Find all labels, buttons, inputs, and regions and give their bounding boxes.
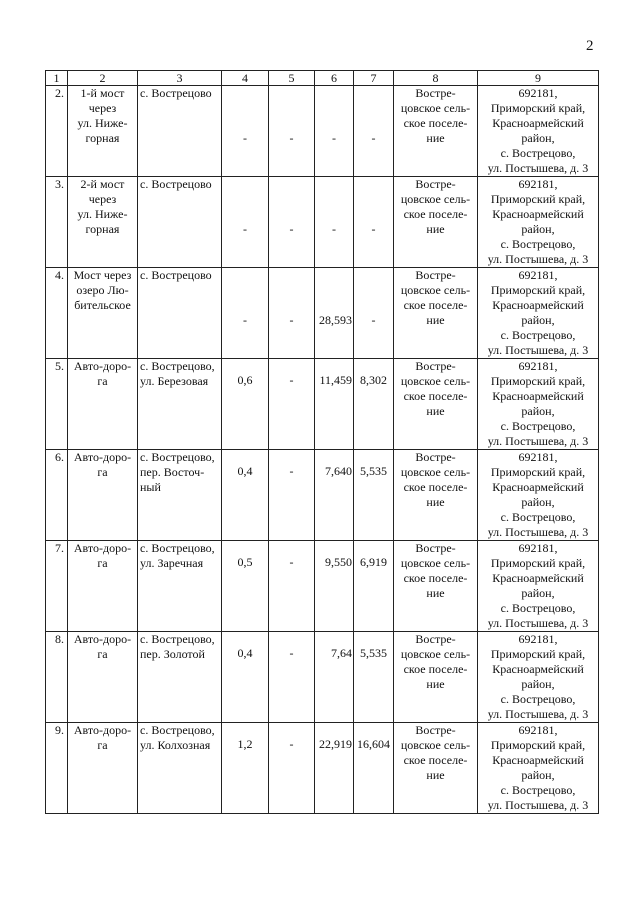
page-number: 2 xyxy=(586,38,594,54)
table-row xyxy=(46,723,599,814)
row-number: 2. xyxy=(55,86,64,100)
header-cell: 9 xyxy=(478,71,599,86)
row-number: 8. xyxy=(55,632,64,646)
owner-address: 692181, Приморский край, Красноармейский район, с. Вострецово, ул. Постышева, д. 3 xyxy=(487,359,589,448)
header-cell: 7 xyxy=(354,71,394,86)
owner-name: Востре- цовское сель- ское поселе- ние xyxy=(400,632,471,691)
header-cell: 4 xyxy=(222,71,269,86)
object-name: Авто-доро- га xyxy=(73,541,132,570)
column-5-value: - xyxy=(289,373,294,387)
owner-name: Востре- цовское сель- ское поселе- ние xyxy=(400,86,471,145)
owner-address: 692181, Приморский край, Красноармейский район, с. Вострецово, ул. Постышева, д. 3 xyxy=(487,450,589,539)
header-row xyxy=(46,71,599,86)
column-6-value: 11,459 xyxy=(319,373,352,387)
row-number: 4. xyxy=(55,268,64,282)
header-cell: 3 xyxy=(138,71,222,86)
column-6-value: 7,640 xyxy=(325,464,352,478)
owner-address: 692181, Приморский край, Красноармейский район, с. Вострецово, ул. Постышева, д. 3 xyxy=(487,177,589,266)
owner-address: 692181, Приморский край, Красноармейский район, с. Вострецово, ул. Постышева, д. 3 xyxy=(487,541,589,630)
column-5-value: - xyxy=(289,222,294,236)
column-6-value: 7,64 xyxy=(331,646,352,660)
length-value: 0,5 xyxy=(237,555,253,569)
object-name: Авто-доро- га xyxy=(73,450,132,479)
header-cell: 2 xyxy=(68,71,138,86)
owner-name: Востре- цовское сель- ское поселе- ние xyxy=(400,268,471,327)
object-location: с. Вострецово, пер. Золотой xyxy=(140,632,215,661)
header-cell: 6 xyxy=(315,71,354,86)
column-5-value: - xyxy=(289,737,294,751)
column-5-value: - xyxy=(289,646,294,660)
column-6-value: 9,550 xyxy=(325,555,352,569)
column-6-value: - xyxy=(332,131,336,145)
object-name: 1-й мост через ул. Ниже- горная xyxy=(77,86,128,145)
column-6-value: 22,919 xyxy=(319,737,352,751)
length-value: 0,4 xyxy=(237,464,253,478)
owner-name: Востре- цовское сель- ское поселе- ние xyxy=(400,359,471,418)
object-location: с. Вострецово, ул. Колхозная xyxy=(140,723,215,752)
owner-address: 692181, Приморский край, Красноармейский район, с. Вострецово, ул. Постышева, д. 3 xyxy=(487,268,589,357)
column-5-value: - xyxy=(289,464,294,478)
length-value: 0,4 xyxy=(237,646,253,660)
header-cell: 8 xyxy=(394,71,478,86)
object-name: Авто-доро- га xyxy=(73,359,132,388)
length-value: 1,2 xyxy=(237,737,253,751)
table-row xyxy=(46,632,599,723)
length-value: - xyxy=(243,313,247,327)
owner-name: Востре- цовское сель- ское поселе- ние xyxy=(400,541,471,600)
object-location: с. Вострецово, ул. Заречная xyxy=(140,541,215,570)
row-number: 3. xyxy=(55,177,64,191)
column-7-value: 6,919 xyxy=(360,555,387,569)
table-row xyxy=(46,359,599,450)
object-location: с. Вострецово, ул. Березовая xyxy=(140,359,215,388)
row-number: 9. xyxy=(55,723,64,737)
length-value: - xyxy=(243,222,247,236)
owner-address: 692181, Приморский край, Красноармейский район, с. Вострецово, ул. Постышева, д. 3 xyxy=(487,86,589,175)
column-7-value: - xyxy=(371,131,376,145)
column-7-value: 8,302 xyxy=(360,373,387,387)
table-row xyxy=(46,268,599,359)
table-row xyxy=(46,177,599,268)
table-row xyxy=(46,450,599,541)
object-name: Авто-доро- га xyxy=(73,632,132,661)
column-7-value: 5,535 xyxy=(360,464,387,478)
table-row xyxy=(46,541,599,632)
object-location: с. Вострецово xyxy=(140,86,212,100)
object-name: 2-й мост через ул. Ниже- горная xyxy=(77,177,128,236)
owner-name: Востре- цовское сель- ское поселе- ние xyxy=(400,450,471,509)
column-5-value: - xyxy=(289,555,294,569)
object-location: с. Вострецово xyxy=(140,268,212,282)
row-number: 5. xyxy=(55,359,64,373)
column-7-value: - xyxy=(371,222,376,236)
table-row xyxy=(46,86,599,177)
owner-name: Востре- цовское сель- ское поселе- ние xyxy=(400,177,471,236)
length-value: 0,6 xyxy=(237,373,253,387)
column-5-value: - xyxy=(289,313,294,327)
owner-address: 692181, Приморский край, Красноармейский район, с. Вострецово, ул. Постышева, д. 3 xyxy=(487,632,589,721)
column-5-value: - xyxy=(289,131,294,145)
object-name: Мост через озеро Лю- бительское xyxy=(73,268,132,312)
column-7-value: 16,604 xyxy=(357,737,390,751)
object-name: Авто-доро- га xyxy=(73,723,132,752)
registry-table xyxy=(45,70,599,814)
column-6-value: - xyxy=(332,222,336,236)
column-7-value: 5,535 xyxy=(360,646,387,660)
owner-address: 692181, Приморский край, Красноармейский район, с. Вострецово, ул. Постышева, д. 3 xyxy=(487,723,589,812)
row-number: 7. xyxy=(55,541,64,555)
column-7-value: - xyxy=(371,313,376,327)
owner-name: Востре- цовское сель- ское поселе- ние xyxy=(400,723,471,782)
header-cell: 1 xyxy=(46,71,68,86)
column-6-value: 28,593 xyxy=(319,313,352,327)
header-cell: 5 xyxy=(269,71,315,86)
length-value: - xyxy=(243,131,247,145)
row-number: 6. xyxy=(55,450,64,464)
object-location: с. Вострецово xyxy=(140,177,212,191)
object-location: с. Вострецово, пер. Восточ- ный xyxy=(140,450,215,494)
